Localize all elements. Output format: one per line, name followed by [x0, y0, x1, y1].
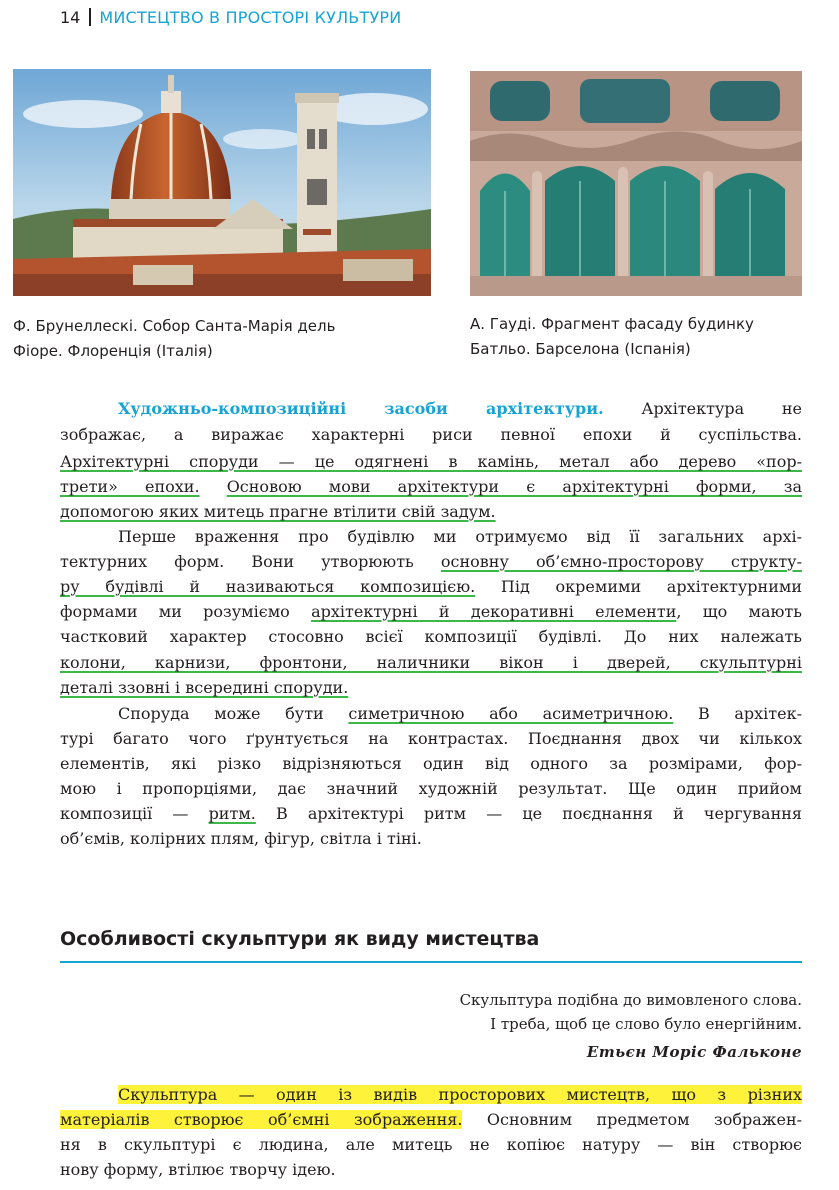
- underlined-text: трети» епохи.: [60, 477, 200, 496]
- body-line: [60, 500, 802, 524]
- underlined-text: симетричною або асиметричною.: [348, 704, 674, 723]
- text-run: Під окремими архітектурними: [475, 577, 802, 596]
- caption-line: Ф. Брунеллескі. Собор Санта-Марія дель: [13, 317, 336, 335]
- body-line: частковий характер стосовно всієї композиції будівлі. До них належать: [60, 627, 802, 646]
- body-line: [60, 651, 802, 675]
- text-run: формами ми розуміємо: [60, 602, 312, 621]
- body-line: [60, 475, 802, 499]
- body-line: [60, 550, 802, 574]
- underlined-text: допомогою яких митець прагне втілити свій задум.: [60, 502, 496, 521]
- body-line: [118, 397, 802, 421]
- underlined-text: архітектурні й декоративні елементи: [311, 602, 677, 621]
- casa-batllo-photo: [470, 71, 802, 296]
- body-line: мою і пропорціями, дає значний художній результат. Ще один прийом: [60, 779, 802, 798]
- body-line: ня в скульптурі є людина, але митець не копіює натуру — він створює: [60, 1135, 802, 1154]
- caption-line: Фіоре. Флоренція (Італія): [13, 342, 213, 360]
- text-run: Архітектура не: [603, 399, 802, 418]
- text-run: Споруда може бути: [118, 704, 349, 723]
- subheading-inline: Художньо-композиційні засоби архітектури.: [118, 399, 604, 418]
- body-line: [60, 802, 802, 826]
- body-line: [60, 676, 802, 700]
- body-line: [60, 600, 802, 624]
- underlined-text: ру будівлі й називаються композицією.: [60, 577, 476, 596]
- body-line: [118, 702, 802, 726]
- text-run: В архітектурі ритм — це поєднання й чергування: [255, 804, 802, 823]
- text-run: Основним предметом зображен-: [462, 1110, 803, 1129]
- highlighted-text: матеріалів створює об’ємні зображення.: [60, 1110, 463, 1129]
- body-line: [60, 1108, 802, 1132]
- body-line: турі багато чого ґрунтується на контрастах. Поєднання двох чи кількох: [60, 729, 802, 748]
- figure-caption-right: [470, 312, 810, 362]
- section-heading: Особливості скульптури як виду мистецтва: [60, 928, 540, 950]
- body-line: зображає, а виражає характерні риси певної епохи й суспільства.: [60, 425, 802, 444]
- text-run: тектурних форм. Вони утворюють: [60, 552, 441, 571]
- page-header: [60, 6, 401, 28]
- body-line: [60, 450, 802, 474]
- underlined-text: колони, карнизи, фронтони, наличники вікон і дверей, скульптурні: [60, 653, 802, 672]
- text-run: В архітек-: [673, 704, 802, 723]
- chapter-title: МИСТЕЦТВО В ПРОСТОРІ КУЛЬТУРИ: [99, 7, 402, 27]
- caption-line: А. Гауді. Фрагмент фасаду будинку: [470, 315, 754, 333]
- epigraph-line: Скульптура подібна до вимовленого слова.: [459, 991, 802, 1009]
- underlined-text: ритм.: [208, 804, 256, 823]
- section-divider: [60, 961, 802, 963]
- body-line: елементів, які різко відрізняються один від одного за розмірами, фор-: [60, 754, 802, 773]
- epigraph-author: Етьєн Моріс Фальконе: [586, 1043, 802, 1061]
- epigraph-line: І треба, щоб це слово було енергійним.: [490, 1015, 802, 1033]
- body-line: [118, 1083, 802, 1107]
- highlighted-text: Скульптура — один із видів просторових мистецтв, що з різних: [118, 1085, 802, 1104]
- body-line: нову форму, втілює творчу ідею.: [60, 1160, 336, 1179]
- florence-cathedral-photo: [13, 69, 431, 296]
- underlined-text: деталі ззовні і всередині споруди.: [60, 678, 349, 697]
- figure-caption-left: [13, 314, 433, 364]
- underlined-text: Основою мови архітектури є архітектурні форми, за: [226, 477, 802, 496]
- body-line: Перше враження про будівлю ми отримуємо від її загальних архі-: [118, 527, 802, 546]
- header-separator: [89, 8, 91, 26]
- text-run: композиції —: [60, 804, 209, 823]
- page-number: 14: [60, 7, 81, 27]
- underlined-text: Архітектурні споруди — це одягнені в камінь, метал або дерево «пор-: [60, 452, 802, 471]
- text-run: , що мають: [676, 602, 802, 621]
- body-line: [60, 575, 802, 599]
- body-line: об’ємів, колірних плям, фігур, світла і тіні.: [60, 829, 422, 848]
- caption-line: Батльо. Барселона (Іспанія): [470, 340, 691, 358]
- underlined-text: основну об’ємно-просторову структу-: [440, 552, 802, 571]
